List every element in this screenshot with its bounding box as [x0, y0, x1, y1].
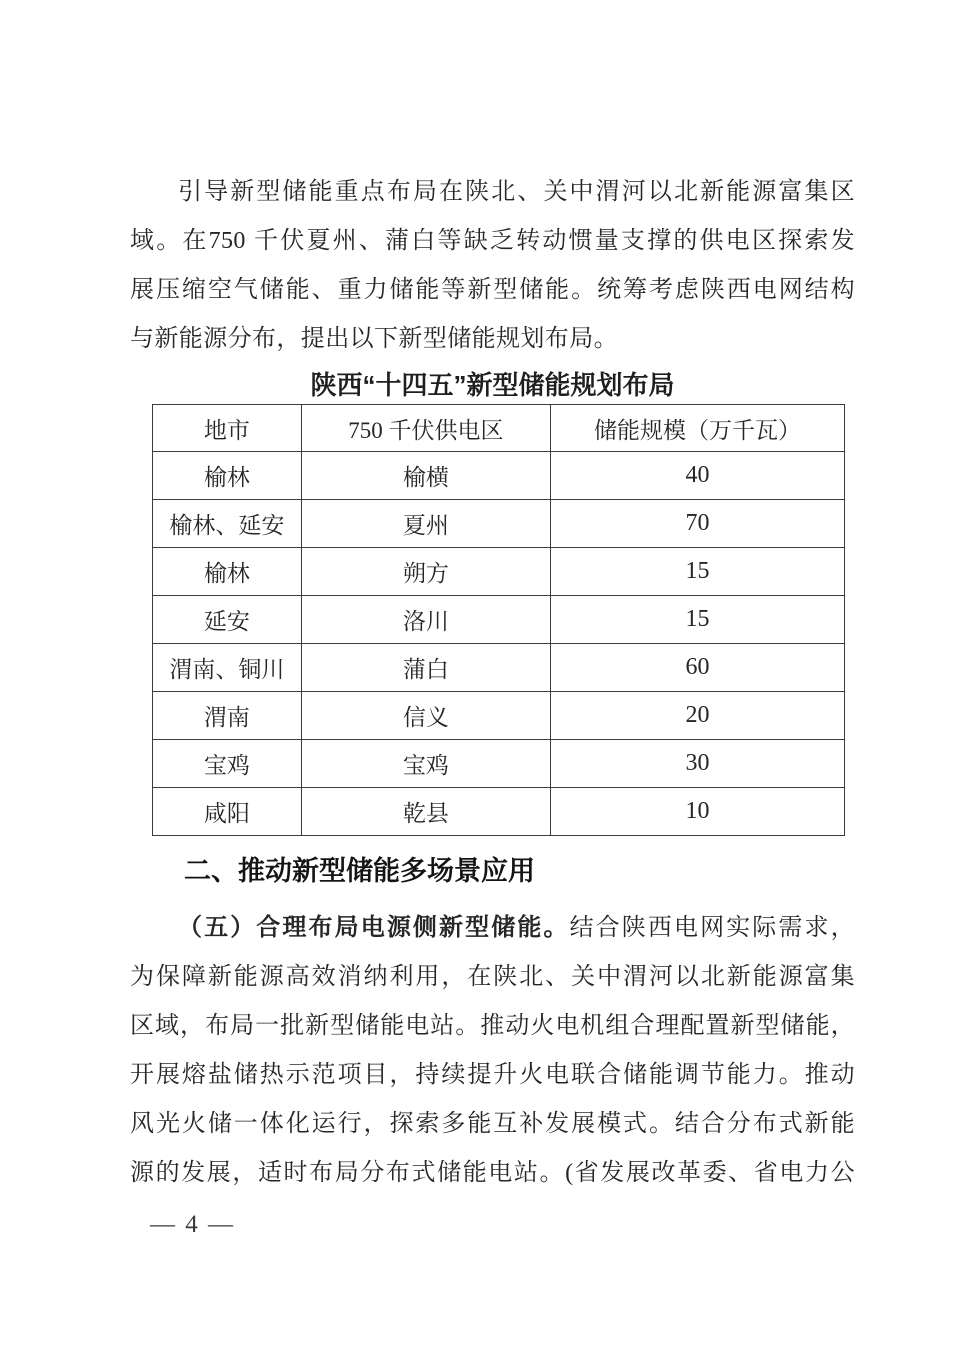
cell-scale: 15 — [550, 548, 844, 596]
cell-zone: 信义 — [301, 692, 550, 740]
page-number: — 4 — — [150, 1211, 235, 1238]
table-title: 陕西“十四五”新型储能规划布局 — [310, 370, 675, 400]
cell-city: 咸阳 — [153, 788, 302, 836]
cell-zone: 夏州 — [301, 500, 550, 548]
cell-zone: 洛川 — [301, 596, 550, 644]
cell-zone: 朔方 — [301, 548, 550, 596]
clause-text: 源的发展，适时布局分布式储能电站。 — [130, 1160, 566, 1186]
clause-title: （五）合理布局电源侧新型储能。 — [178, 915, 570, 941]
cell-city: 榆林 — [153, 548, 302, 596]
cell-city: 榆林、延安 — [153, 500, 302, 548]
table-row — [153, 740, 845, 788]
cell-scale: 70 — [550, 500, 844, 548]
cell-scale: 15 — [550, 596, 844, 644]
paragraph-line: 与新能源分布，提出以下新型储能规划布局。 — [130, 326, 618, 352]
cell-zone: 榆横 — [301, 452, 550, 500]
cell-scale: 20 — [550, 692, 844, 740]
cell-scale: 60 — [550, 644, 844, 692]
clause-paragraph — [130, 904, 855, 1198]
col-header-storage-scale: 储能规模（万千瓦） — [550, 405, 844, 452]
responsible-departments: (省发展改革委、省电力公 — [565, 1160, 855, 1186]
cell-city: 延安 — [153, 596, 302, 644]
paragraph-line: 域。在750 千伏夏州、蒲白等缺乏转动惯量支撑的供电区探索发 — [130, 228, 855, 254]
col-header-city: 地市 — [153, 405, 302, 452]
cell-zone: 蒲白 — [301, 644, 550, 692]
paragraph-line — [130, 1149, 855, 1198]
cell-zone: 乾县 — [301, 788, 550, 836]
storage-plan-table — [152, 404, 845, 836]
cell-scale: 30 — [550, 740, 844, 788]
table-row — [153, 500, 845, 548]
table-row — [153, 692, 845, 740]
table-row — [153, 452, 845, 500]
cell-city: 渭南、铜川 — [153, 644, 302, 692]
cell-city: 榆林 — [153, 452, 302, 500]
table-row — [153, 596, 845, 644]
col-header-supply-zone: 750 千伏供电区 — [301, 405, 550, 452]
paragraph-line: 开展熔盐储热示范项目，持续提升火电联合储能调节能力。推动 — [130, 1062, 855, 1088]
table-row — [153, 788, 845, 836]
paragraph-line — [130, 904, 855, 953]
cell-city: 渭南 — [153, 692, 302, 740]
paragraph-line: 风光火储一体化运行，探索多能互补发展模式。结合分布式新能 — [130, 1111, 855, 1137]
paragraph-line: 引导新型储能重点布局在陕北、关中渭河以北新能源富集区 — [178, 179, 855, 205]
intro-paragraph — [130, 168, 855, 364]
paragraph-line: 为保障新能源高效消纳利用，在陕北、关中渭河以北新能源富集 — [130, 964, 855, 990]
section-heading: 二、推动新型储能多场景应用 — [184, 856, 535, 886]
table-header-row — [153, 405, 845, 452]
cell-city: 宝鸡 — [153, 740, 302, 788]
cell-scale: 40 — [550, 452, 844, 500]
table-row — [153, 644, 845, 692]
table-row — [153, 548, 845, 596]
clause-text: 结合陕西电网实际需求， — [569, 915, 855, 941]
paragraph-line: 展压缩空气储能、重力储能等新型储能。统筹考虑陕西电网结构 — [130, 277, 855, 303]
cell-scale: 10 — [550, 788, 844, 836]
cell-zone: 宝鸡 — [301, 740, 550, 788]
paragraph-line: 区域，布局一批新型储能电站。推动火电机组合理配置新型储能， — [130, 1013, 855, 1039]
